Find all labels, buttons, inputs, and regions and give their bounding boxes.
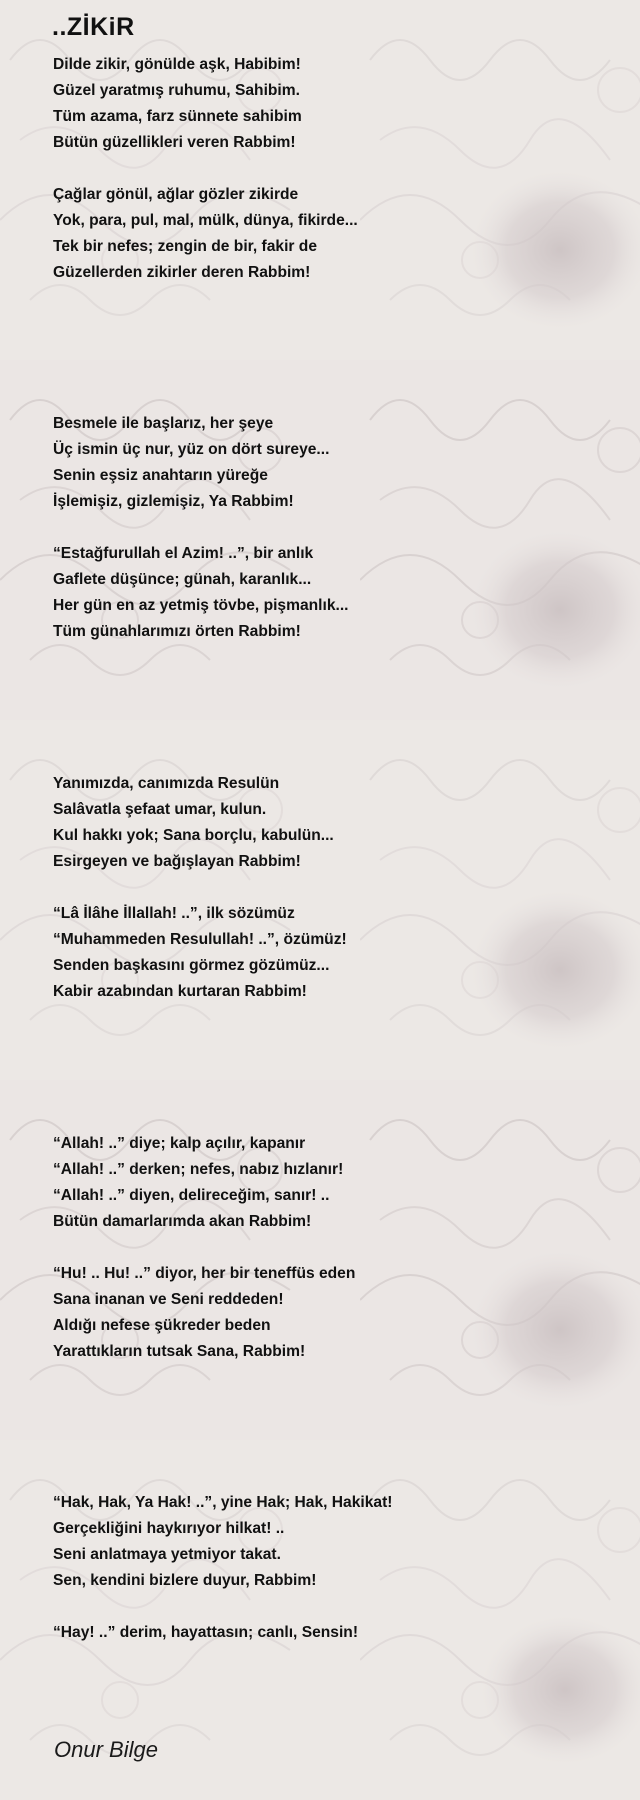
- poem-line: Yarattıkların tutsak Sana, Rabbim!: [53, 1343, 306, 1360]
- stanza-6: [53, 901, 347, 1005]
- poem-line: Kabir azabından kurtaran Rabbim!: [53, 983, 307, 1000]
- poem-line: Güzellerden zikirler deren Rabbim!: [53, 264, 311, 281]
- stanza-4: [53, 541, 349, 645]
- poem-line: “Hay! ..” derim, hayattasın; canlı, Sensin!: [53, 1624, 359, 1641]
- poem-line: Gaflete düşünce; günah, karanlık...: [53, 571, 312, 588]
- poem-line: Senden başkasını görmez gözümüz...: [53, 957, 330, 974]
- stanza-1: [53, 52, 302, 156]
- poem-line: “Hu! .. Hu! ..” diyor, her bir teneffüs eden: [53, 1265, 356, 1282]
- poem-line: Çağlar gönül, ağlar gözler zikirde: [53, 186, 299, 203]
- stanza-9: [53, 1490, 392, 1594]
- poem-line: Bütün güzellikleri veren Rabbim!: [53, 134, 296, 151]
- poem-line: “Hak, Hak, Ya Hak! ..”, yine Hak; Hak, Hakikat!: [53, 1494, 393, 1511]
- poem-line: Besmele ile başlarız, her şeye: [53, 415, 274, 432]
- poem-line: Esirgeyen ve bağışlayan Rabbim!: [53, 853, 301, 870]
- stanza-7: [53, 1131, 343, 1235]
- poem-line: İşlemişiz, gizlemişiz, Ya Rabbim!: [53, 493, 294, 510]
- poem-line: Sen, kendini bizlere duyur, Rabbim!: [53, 1572, 317, 1589]
- stanza-3: [53, 411, 329, 515]
- poem-line: Aldığı nefese şükreder beden: [53, 1317, 271, 1334]
- poem-line: Bütün damarlarımda akan Rabbim!: [53, 1213, 312, 1230]
- poem-line: Seni anlatmaya yetmiyor takat.: [53, 1546, 281, 1563]
- poem-line: Üç ismin üç nur, yüz on dört sureye...: [53, 441, 330, 458]
- stanza-2: [53, 182, 358, 286]
- poem-line: Tüm azama, farz sünnete sahibim: [53, 108, 302, 125]
- poem-title: ..ZİKiR: [52, 13, 135, 41]
- poem-line: “Allah! ..” derken; nefes, nabız hızlanır!: [53, 1161, 344, 1178]
- poem-line: Sana inanan ve Seni reddeden!: [53, 1291, 284, 1308]
- poem-line: “Estağfurullah el Azim! ..”, bir anlık: [53, 545, 314, 562]
- poem-line: “Lâ İlâhe İllallah! ..”, ilk sözümüz: [53, 905, 295, 922]
- poem-line: Tüm günahlarımızı örten Rabbim!: [53, 623, 301, 640]
- poem-line: Senin eşsiz anahtarın yüreğe: [53, 467, 268, 484]
- poem-line: Gerçekliğini haykırıyor hilkat! ..: [53, 1520, 285, 1537]
- stanza-10: [53, 1620, 358, 1646]
- stanza-5: [53, 771, 334, 875]
- poem-line: Yok, para, pul, mal, mülk, dünya, fikirde...: [53, 212, 358, 229]
- poem-line: Her gün en az yetmiş tövbe, pişmanlık...: [53, 597, 349, 614]
- poem-line: Kul hakkı yok; Sana borçlu, kabulün...: [53, 827, 334, 844]
- stanza-8: [53, 1261, 355, 1365]
- poem-line: “Allah! ..” diyen, delireceğim, sanır! ..: [53, 1187, 330, 1204]
- poem-line: Dilde zikir, gönülde aşk, Habibim!: [53, 56, 301, 73]
- poem-line: “Allah! ..” diye; kalp açılır, kapanır: [53, 1135, 306, 1152]
- author-name: Onur Bilge: [54, 1737, 158, 1762]
- poem-line: “Muhammeden Resulullah! ..”, özümüz!: [53, 931, 347, 948]
- poem-line: Salâvatla şefaat umar, kulun.: [53, 801, 267, 818]
- poem-line: Tek bir nefes; zengin de bir, fakir de: [53, 238, 318, 255]
- poem-line: Güzel yaratmış ruhumu, Sahibim.: [53, 82, 300, 99]
- poem-line: Yanımızda, canımızda Resulün: [53, 775, 280, 792]
